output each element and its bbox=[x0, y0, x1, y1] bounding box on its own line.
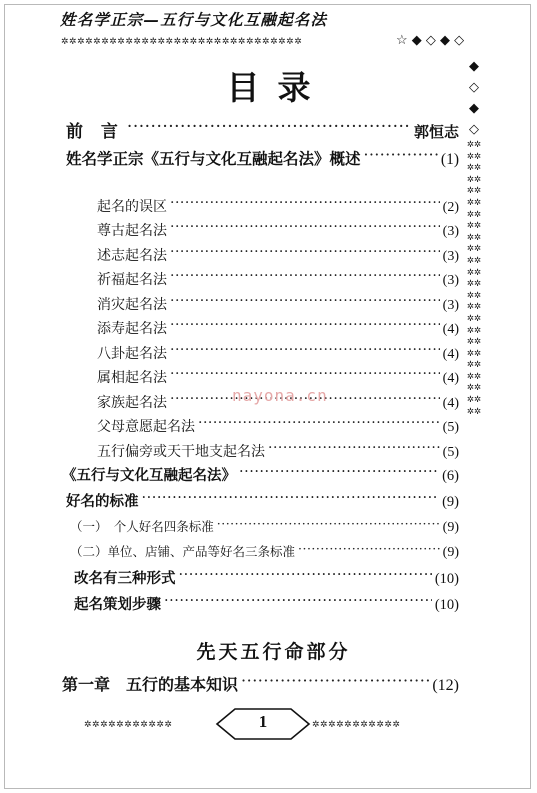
toc-entry-label: 第一章 五行的基本知识 bbox=[62, 675, 239, 694]
toc-entry-label: 父母意愿起名法 bbox=[97, 418, 195, 435]
part-title: 先天五行命部分 bbox=[196, 641, 351, 663]
header-diamond-ornament: ☆ ◆ ◇ ◆ ◇ bbox=[396, 33, 465, 48]
dot-leader bbox=[239, 462, 439, 480]
dot-leader bbox=[170, 217, 440, 235]
page-number: 1 bbox=[258, 712, 268, 731]
dot-leader bbox=[364, 145, 438, 164]
dot-leader bbox=[170, 291, 440, 309]
toc-page-number: (3) bbox=[442, 223, 459, 239]
toc-page-number: (4) bbox=[442, 370, 459, 386]
watermark: nayona.cn bbox=[232, 386, 328, 405]
toc-entry[interactable] bbox=[97, 413, 459, 436]
toc-entry[interactable] bbox=[66, 488, 459, 511]
running-header: 姓名学正宗—五行与文化互融起名法 bbox=[60, 11, 328, 29]
dot-leader bbox=[142, 488, 440, 506]
toc-entry-label: 家族起名法 bbox=[97, 394, 167, 411]
toc-entry-label: 五行偏旁或天干地支起名法 bbox=[97, 443, 265, 460]
toc-entry-preface[interactable] bbox=[66, 116, 459, 142]
dot-leader bbox=[164, 591, 432, 609]
toc-entry[interactable] bbox=[70, 515, 459, 536]
footer-star-border-left: ✲✲✲✲✲✲✲✲✲✲✲ bbox=[84, 720, 173, 730]
toc-entry-label: （二）单位、店铺、产品等好名三条标准 bbox=[70, 543, 296, 559]
side-star-border: ✲✲✲✲✲✲✲✲✲✲✲✲✲✲✲✲✲✲✲✲✲✲✲✲✲✲✲✲✲✲✲✲✲✲✲✲✲✲✲✲✲✲✲✲✲✲✲✲ bbox=[466, 140, 482, 417]
toc-title: 目录 bbox=[226, 68, 329, 107]
toc-page-number: (3) bbox=[442, 272, 459, 288]
toc-page-number: (9) bbox=[442, 544, 459, 560]
toc-entry-label: 添寿起名法 bbox=[97, 320, 167, 337]
preface-author: 郭恒志 bbox=[413, 125, 459, 142]
toc-entry[interactable] bbox=[97, 242, 459, 265]
toc-page-number: (3) bbox=[442, 248, 459, 264]
toc-entry-label: 起名策划步骤 bbox=[74, 597, 161, 614]
toc-page-number: (4) bbox=[442, 346, 459, 362]
toc-entry[interactable] bbox=[97, 315, 459, 338]
toc-entry-label: 好名的标准 bbox=[66, 494, 139, 511]
toc-entry[interactable] bbox=[97, 438, 459, 461]
toc-entry-label: 姓名学正宗《五行与文化互融起名法》概述 bbox=[66, 150, 361, 169]
dot-leader bbox=[217, 515, 440, 531]
toc-entry-label: 起名的误区 bbox=[97, 198, 167, 215]
toc-entry-label: 《五行与文化互融起名法》 bbox=[62, 468, 236, 485]
diamond-filled-icon: ◆ bbox=[469, 59, 479, 74]
toc-page-number: (4) bbox=[442, 395, 459, 411]
toc-page-number: (9) bbox=[442, 494, 459, 511]
header-star-border: ✲✲✲✲✲✲✲✲✲✲✲✲✲✲✲✲✲✲✲✲✲✲✲✲✲✲✲✲✲✲ bbox=[61, 37, 303, 47]
toc-entry[interactable] bbox=[97, 340, 459, 363]
dot-leader bbox=[298, 540, 440, 556]
toc-page-number: (2) bbox=[442, 199, 459, 215]
dot-leader bbox=[170, 340, 440, 358]
toc-entry-chapter-1[interactable] bbox=[62, 670, 459, 695]
toc-entry-label: 祈福起名法 bbox=[97, 271, 167, 288]
toc-page-number: (10) bbox=[434, 597, 459, 614]
toc-entry-label: 消灾起名法 bbox=[97, 296, 167, 313]
toc-entry[interactable] bbox=[97, 266, 459, 289]
toc-entry-label: 八卦起名法 bbox=[97, 345, 167, 362]
dot-leader bbox=[241, 670, 429, 690]
diamond-filled-icon: ◆ bbox=[469, 101, 479, 116]
toc-entry[interactable] bbox=[97, 291, 459, 314]
toc-entry[interactable] bbox=[97, 193, 459, 216]
toc-entry[interactable] bbox=[74, 565, 459, 588]
toc-entry[interactable] bbox=[97, 364, 459, 387]
toc-entry-overview[interactable] bbox=[66, 145, 459, 169]
toc-page-number: (6) bbox=[442, 468, 459, 485]
diamond-outline-icon: ◇ bbox=[469, 80, 479, 95]
toc-page-number: (9) bbox=[442, 519, 459, 535]
dot-leader bbox=[170, 315, 440, 333]
dot-leader bbox=[170, 193, 440, 211]
toc-entry[interactable] bbox=[62, 462, 459, 485]
toc-page-number: (1) bbox=[440, 151, 459, 169]
dot-leader bbox=[198, 413, 440, 431]
toc-entry[interactable] bbox=[70, 540, 459, 561]
dot-leader bbox=[127, 116, 411, 137]
footer-star-border-right: ✲✲✲✲✲✲✲✲✲✲✲ bbox=[312, 720, 401, 730]
toc-entry-label: 述志起名法 bbox=[97, 247, 167, 264]
dot-leader bbox=[170, 242, 440, 260]
toc-page-number: (3) bbox=[442, 297, 459, 313]
diamond-outline-icon: ◇ bbox=[469, 122, 479, 137]
toc-page-number: (12) bbox=[432, 677, 459, 694]
dot-leader bbox=[170, 266, 440, 284]
toc-entry-label: 属相起名法 bbox=[97, 369, 167, 386]
toc-page-number: (4) bbox=[442, 321, 459, 337]
toc-entry-label: 前 言 bbox=[66, 122, 124, 143]
toc-entry[interactable] bbox=[97, 217, 459, 240]
toc-entry-label: 尊古起名法 bbox=[97, 222, 167, 239]
dot-leader bbox=[179, 565, 432, 583]
toc-page-number: (5) bbox=[442, 419, 459, 435]
toc-page-number: (5) bbox=[442, 444, 459, 460]
toc-entry-label: 改名有三种形式 bbox=[74, 571, 176, 588]
dot-leader bbox=[170, 364, 440, 382]
toc-page-number: (10) bbox=[434, 571, 459, 588]
toc-entry[interactable] bbox=[74, 591, 459, 614]
toc-entry-label: （一） 个人好名四条标准 bbox=[70, 518, 214, 534]
dot-leader bbox=[268, 438, 440, 456]
